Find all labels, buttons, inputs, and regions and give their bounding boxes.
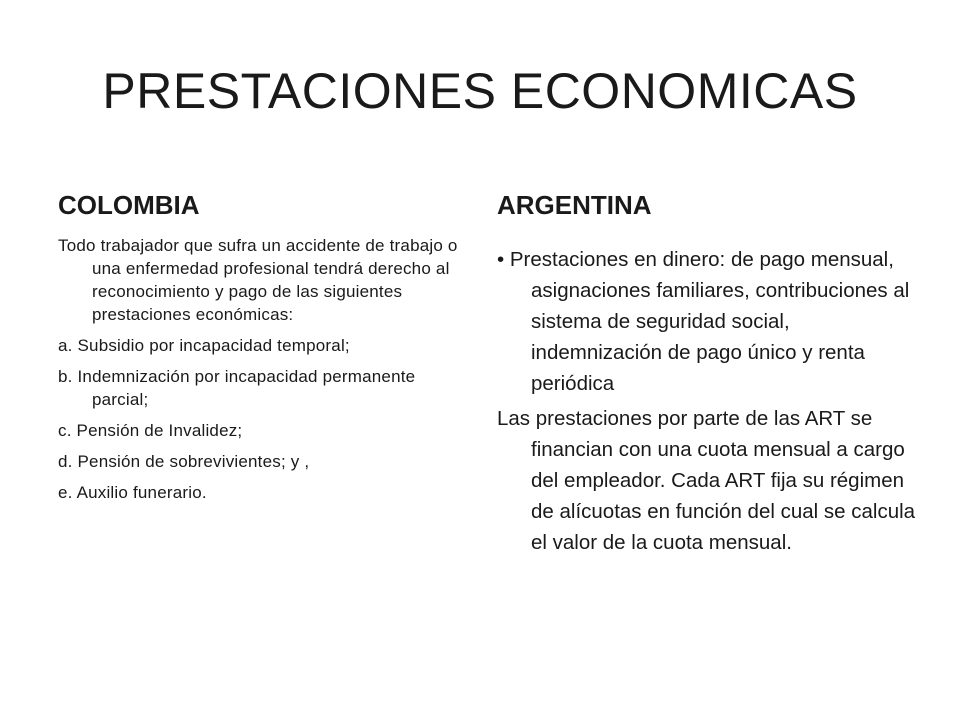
colombia-item-b: b. Indemnización por incapacidad permanente parcial; <box>58 367 416 409</box>
colombia-item-d: d. Pensión de sobrevivientes; y , <box>58 452 310 471</box>
colombia-column <box>58 188 458 512</box>
argentina-paragraph: Las prestaciones por parte de las ART se financian con una cuota mensual a cargo del empleador. Cada ART fija su régimen de alícuotas en función del cual se calcula el valor de la cuota mensual. <box>497 407 916 554</box>
argentina-bullet: • Prestaciones en dinero: de pago mensual, asignaciones familiares, contribuciones al sistema de seguridad social, indemnización de pago único y renta periódica <box>497 248 910 395</box>
slide-title: PRESTACIONES ECONOMICAS <box>102 63 858 119</box>
colombia-item-c: c. Pensión de Invalidez; <box>58 421 243 440</box>
argentina-column <box>497 188 917 562</box>
colombia-intro: Todo trabajador que sufra un accidente de trabajo o una enfermedad profesional tendrá derecho al reconocimiento y pago de las siguientes prestaciones económicas: <box>58 236 458 324</box>
colombia-heading: COLOMBIA <box>58 190 200 220</box>
spacer <box>497 234 917 244</box>
colombia-item-e: e. Auxilio funerario. <box>58 483 207 502</box>
colombia-item-a: a. Subsidio por incapacidad temporal; <box>58 336 350 355</box>
argentina-heading: ARGENTINA <box>497 190 652 220</box>
